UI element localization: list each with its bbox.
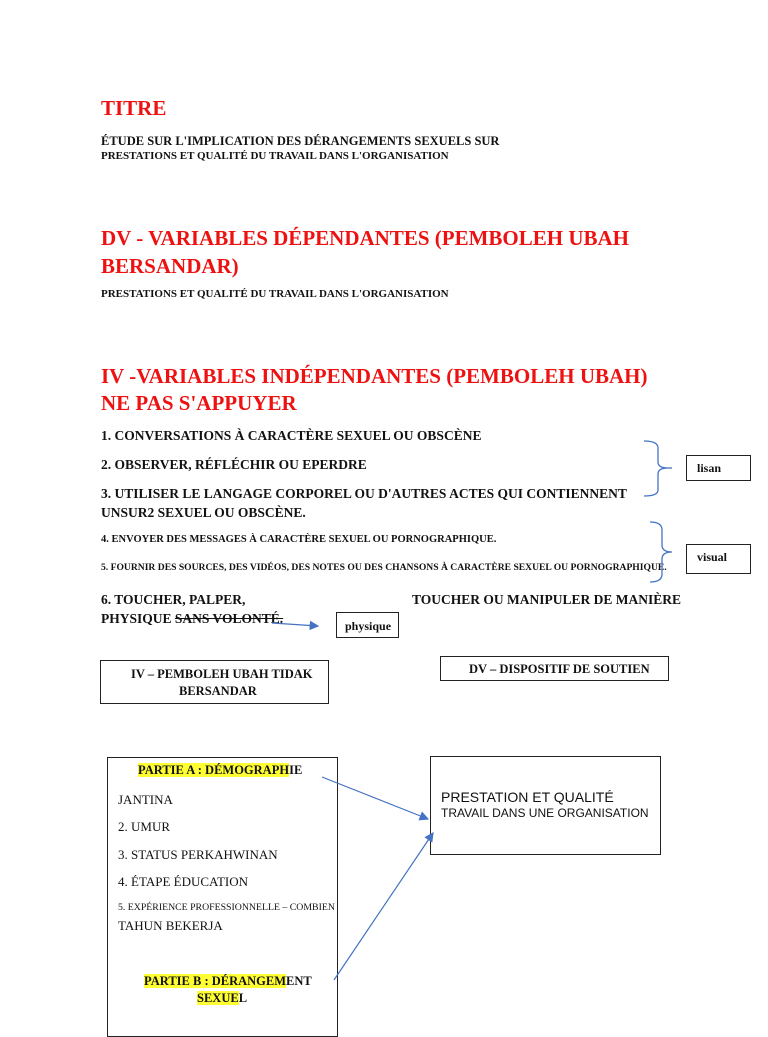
partie-a-item-2: 2. UMUR <box>118 819 171 834</box>
iv-framework-line-2: BERSANDAR <box>179 684 257 698</box>
iv-item-6-part-b: TOUCHER OU MANIPULER DE MANIÈRE <box>412 592 682 607</box>
titre-line-1: ÉTUDE SUR L'IMPLICATION DES DÉRANGEMENTS SEXUELS SUR <box>101 134 500 148</box>
partie-a-rest: IE <box>289 763 303 777</box>
dv-framework-label: DV – DISPOSITIF DE SOUTIEN <box>469 662 650 676</box>
iv-item-5: 5. FOURNIR DES SOURCES, DES VIDÉOS, DES NOTES OU DES CHANSONS À CARACTÈRE SEXUEL OU PORNOGRAPHIQUE. <box>101 562 667 573</box>
partie-b-highlight-1: PARTIE B : DÉRANGEM <box>144 974 287 988</box>
partie-a-item-3: 3. STATUS PERKAHWINAN <box>118 847 278 862</box>
partie-a-item-5-line-1: 5. EXPÉRIENCE PROFESSIONNELLE – COMBIEN <box>118 902 335 913</box>
visual-brace <box>650 522 672 582</box>
lisan-label: lisan <box>697 461 722 475</box>
partie-b-highlight-2: SEXUE <box>197 991 239 1005</box>
iv-item-4: 4. ENVOYER DES MESSAGES À CARACTÈRE SEXUEL OU PORNOGRAPHIQUE. <box>101 534 497 545</box>
partie-b-rest-1: ENT <box>286 974 312 988</box>
iv-item-2: 2. OBSERVER, RÉFLÉCHIR OU EPERDRE <box>101 457 367 472</box>
partie-a-highlight: PARTIE A : DÉMOGRAPH <box>138 763 290 777</box>
iv-framework-line-1: IV – PEMBOLEH UBAH TIDAK <box>131 667 313 681</box>
physique-arrow <box>272 623 318 626</box>
iv-item-3-line-1: 3. UTILISER LE LANGAGE CORPOREL OU D'AUTRES ACTES QUI CONTIENNENT <box>101 486 627 501</box>
dv-heading-line-1: DV - VARIABLES DÉPENDANTES (PEMBOLEH UBAH <box>101 226 630 250</box>
partie-b-rest-2: L <box>238 991 248 1005</box>
outcome-line-1: PRESTATION ET QUALITÉ <box>441 789 614 805</box>
partie-b-arrow <box>334 833 433 980</box>
partie-a-arrow <box>322 777 428 819</box>
iv-item-6-physique: PHYSIQUE <box>101 611 175 626</box>
dv-heading-line-2: BERSANDAR) <box>101 254 239 278</box>
iv-item-3-line-2: UNSUR2 SEXUEL OU OBSCÈNE. <box>101 505 306 520</box>
iv-heading-line-2: NE PAS S'APPUYER <box>101 391 297 415</box>
physique-label: physique <box>345 619 392 633</box>
iv-item-6-strike: SANS VOLONTÉ. <box>174 611 284 626</box>
iv-item-6-part-a: 6. TOUCHER, PALPER, <box>101 592 246 607</box>
lisan-brace <box>644 441 668 496</box>
titre-heading: TITRE <box>101 96 167 120</box>
partie-a-item-4: 4. ÉTAPE ÉDUCATION <box>118 874 249 889</box>
partie-a-item-5-line-2: TAHUN BEKERJA <box>118 918 223 933</box>
dv-text: PRESTATIONS ET QUALITÉ DU TRAVAIL DANS L'ORGANISATION <box>101 288 449 300</box>
iv-item-1: 1. CONVERSATIONS À CARACTÈRE SEXUEL OU OBSCÈNE <box>101 428 482 443</box>
titre-line-2: PRESTATIONS ET QUALITÉ DU TRAVAIL DANS L'ORGANISATION <box>101 150 449 162</box>
iv-heading-line-1: IV -VARIABLES INDÉPENDANTES (PEMBOLEH UBAH) <box>101 364 648 388</box>
partie-a-item-1: JANTINA <box>118 792 173 807</box>
outcome-line-2: TRAVAIL DANS UNE ORGANISATION <box>441 806 649 820</box>
visual-label: visual <box>697 550 728 564</box>
